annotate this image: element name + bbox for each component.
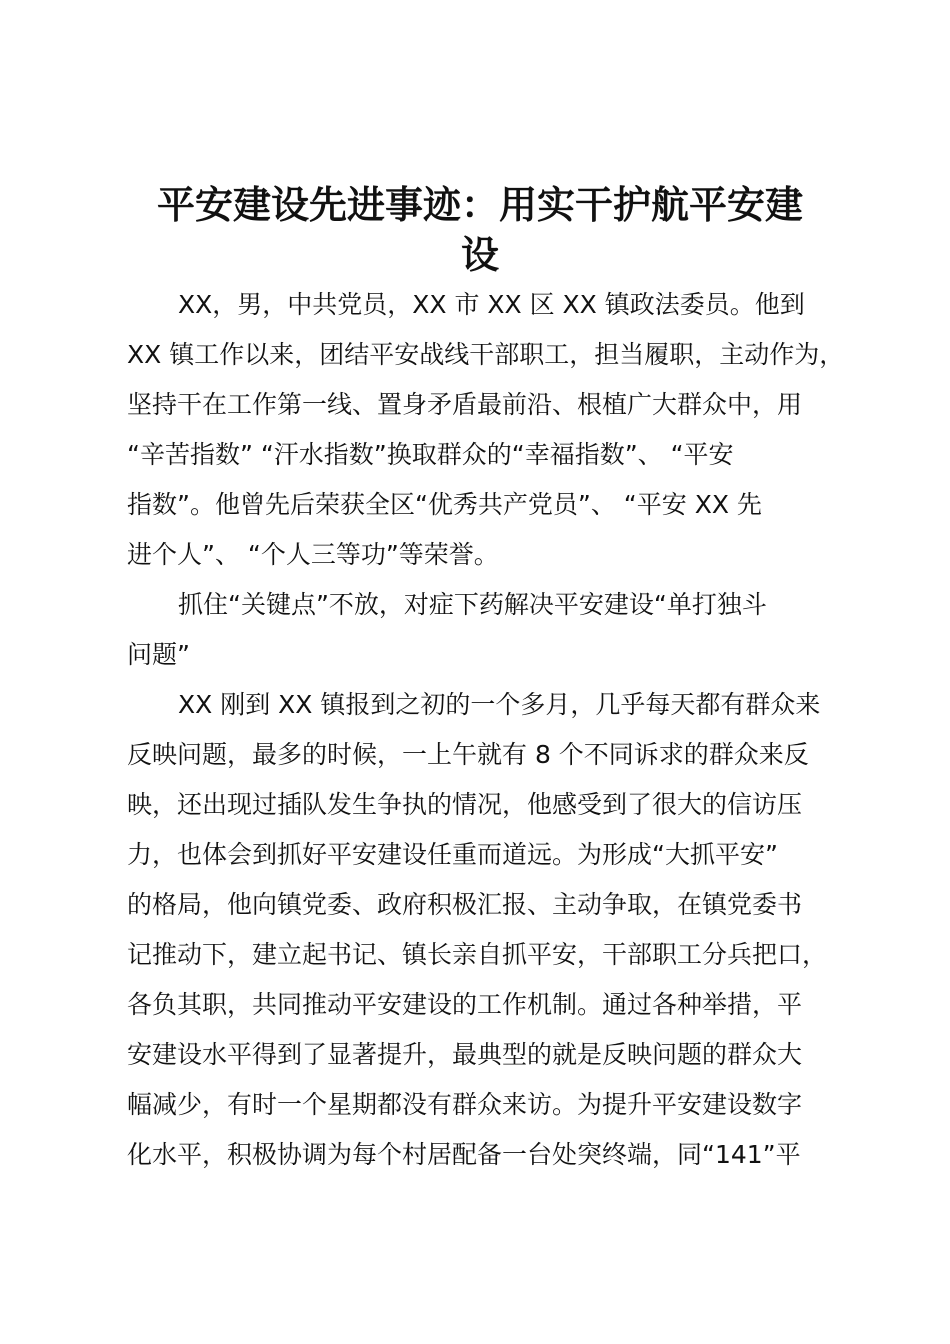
text-line: 各负其职，共同推动平安建设的工作机制。通过各种举措，平 (127, 990, 803, 1019)
text-line: 进个人”、 “个人三等功”等荣誉。 (127, 540, 499, 569)
text-line: 的格局，他向镇党委、政府积极汇报、主动争取，在镇党委书 (127, 890, 803, 919)
paragraph-section-heading (127, 580, 862, 680)
text-line: 坚持干在工作第一线、置身矛盾最前沿、根植广大群众中，用 (127, 390, 803, 419)
text-line: 安建设水平得到了显著提升，最典型的就是反映问题的群众大 (127, 1040, 803, 1069)
title-line: 设 (460, 232, 499, 277)
text-line: XX，男，中共党员，XX 市 XX 区 XX 镇政法委员。他到 (178, 290, 805, 319)
text-line: 化水平，积极协调为每个村居配备一台处突终端，同“141”平 (127, 1140, 801, 1169)
text-line: 指数”。他曾先后荣获全区“优秀共产党员”、 “平安 XX 先 (127, 490, 762, 519)
text-line: 反映问题，最多的时候，一上午就有 8 个不同诉求的群众来反 (127, 740, 809, 769)
text-line: 映，还出现过插队发生争执的情况，他感受到了很大的信访压 (127, 790, 803, 819)
text-line: 抓住“关键点”不放，对症下药解决平安建设“单打独斗 (178, 590, 767, 619)
document-title (110, 180, 850, 280)
text-line: “辛苦指数” “汗水指数”换取群众的“幸福指数”、 “平安 (127, 440, 734, 469)
paragraph-profile (127, 280, 862, 580)
text-line: 问题” (127, 640, 190, 669)
text-line: XX 镇工作以来，团结平安战线干部职工，担当履职，主动作为， (127, 340, 845, 369)
text-line: 力，也体会到抓好平安建设任重而道远。为形成“大抓平安” (127, 840, 778, 869)
text-line: 记推动下，建立起书记、镇长亲自抓平安，干部职工分兵把口， (127, 940, 828, 969)
text-line: XX 刚到 XX 镇报到之初的一个多月，几乎每天都有群众来 (178, 690, 821, 719)
document-body (127, 280, 862, 1180)
paragraph-narrative (127, 680, 862, 1180)
title-line: 平安建设先进事迹：用实干护航平安建 (156, 182, 803, 227)
text-line: 幅减少，有时一个星期都没有群众来访。为提升平安建设数字 (127, 1090, 803, 1119)
